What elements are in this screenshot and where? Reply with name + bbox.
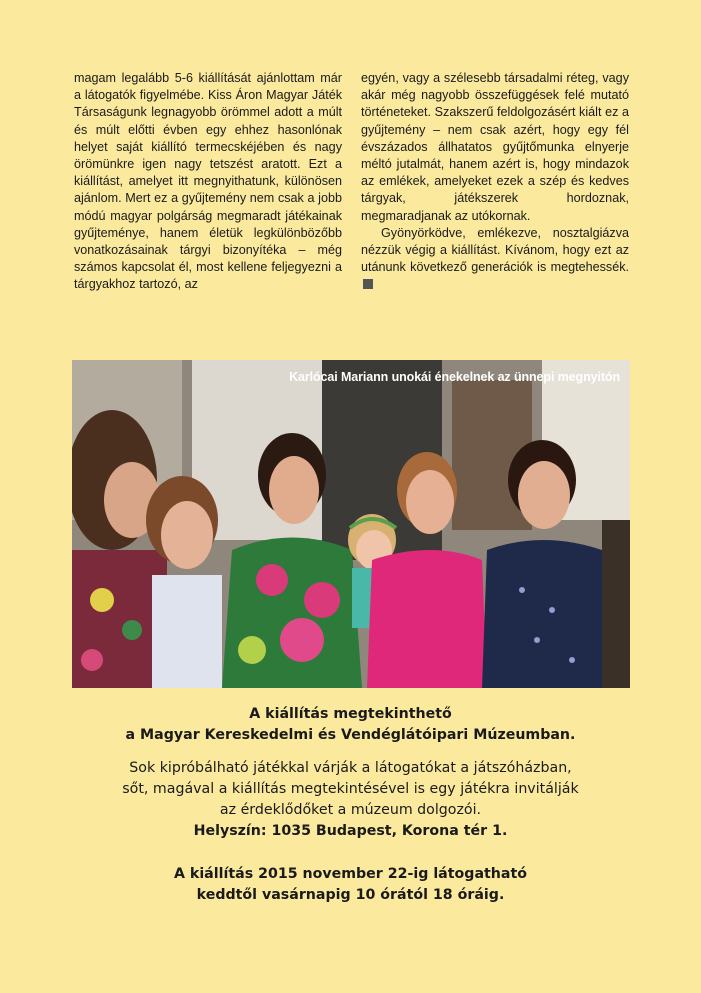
left-column bbox=[74, 70, 342, 294]
right-column-paragraph-2-text: Gyönyörködve, emlékezve, nosztalgiázva nézzük végig a kiállítást. Kívánom, hogy ezt az utánunk következő generációk is megtehessék. bbox=[361, 225, 629, 275]
info-title-line-1: A kiállítás megtekinthető bbox=[249, 706, 452, 722]
info-hours: keddtől vasárnapig 10 órától 18 óráig. bbox=[196, 887, 505, 903]
event-photo bbox=[72, 360, 630, 688]
photo-caption: Karlócai Mariann unokái énekelnek az ünnepi megnyitón bbox=[289, 370, 620, 384]
info-title-line-2: a Magyar Kereskedelmi és Vendéglátóipari Múzeumban. bbox=[125, 727, 576, 743]
right-column-paragraph-1: egyén, vagy a szélesebb társadalmi réteg, vagy akár még nagyobb összefüggések felé mutató történeteket. Szakszerű feldolgozásért kiált ez a gyűjtemény – nem csak azért, hogy egy fél évszázados állhatatos gyűjtőmunka elnyerje méltó jutalmát, hanem azért is, hogy mindazok az emlékek, amelyeket ezek a szép és kedves tárgyak, játékszerek hordoznak, megmaradjanak az utókornak. bbox=[361, 71, 629, 223]
exhibition-info bbox=[60, 704, 641, 906]
photo-illustration bbox=[72, 360, 630, 688]
right-column-paragraph-2 bbox=[361, 225, 629, 294]
right-column bbox=[361, 70, 629, 294]
info-address: Helyszín: 1035 Budapest, Korona tér 1. bbox=[193, 823, 508, 839]
info-text-line-2: sőt, magával a kiállítás megtekintésével is egy játékra invitálják bbox=[122, 781, 579, 797]
info-dates: A kiállítás 2015 november 22-ig látogatható bbox=[173, 866, 528, 882]
left-column-text: magam legalább 5-6 kiállítását ajánlottam már a látogatók figyelmébe. Kiss Áron Magyar Játék Társaságunk legnagyobb örömmel adott a múlt és múlt előtti évben egy ehhez hasonlónak helyet saját kiállító termecskéjében és nagy örömünkre igen nagy tetszést aratott. Ezt a kiállítást, amelyet itt megnyithatunk, különösen ajánlom. Mert ez a gyűjtemény nem csak a jobb módú magyar polgárság megmaradt játékainak gyűjteménye, hanem életük legkülönbözőbb vonatkozásainak tárgyi bizonyítéka – még számos kapcsolat él, most kellene feljegyezni a tárgyakhoz tartozó, az bbox=[74, 71, 342, 292]
end-mark-icon bbox=[363, 279, 373, 289]
article-columns bbox=[74, 70, 629, 294]
info-text-line-1: Sok kipróbálható játékkal várják a látogatókat a játszóházban, bbox=[129, 760, 572, 776]
info-text-line-3: az érdeklődőket a múzeum dolgozói. bbox=[219, 802, 482, 818]
